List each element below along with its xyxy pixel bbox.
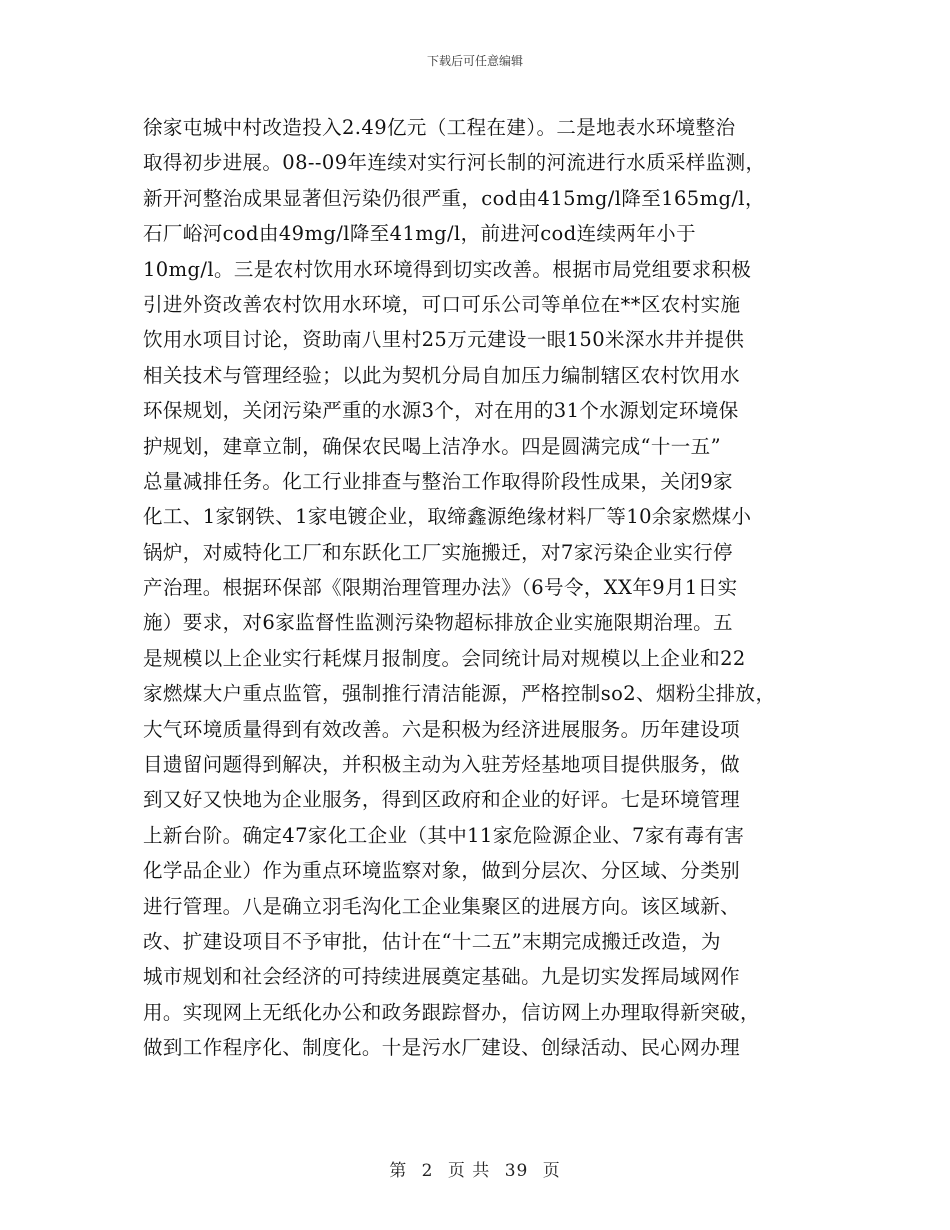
text-line: 上新台阶。确定47家化工企业（其中11家危险源企业、7家有毒有害 (143, 823, 745, 847)
text-line: 石厂峪河cod由49mg/l降至41mg/l，前进河cod连续两年小于 (143, 222, 696, 246)
text-line: 化工、1家钢铁、1家电镀企业，取缔鑫源绝缘材料厂等10余家燃煤小 (143, 505, 752, 529)
footer-page-number: 2 (421, 1161, 434, 1181)
footer-prefix: 第 (389, 1161, 408, 1181)
text-line: 是规模以上企业实行耗煤月报制度。会同统计局对规模以上企业和22 (143, 646, 746, 670)
text-line: 环保规划，关闭污染严重的水源3个，对在用的31个水源划定环境保 (143, 399, 739, 423)
footer-middle: 页 共 (447, 1161, 491, 1181)
text-line: 锅炉，对威特化工厂和东跃化工厂实施搬迁，对7家污染企业实行停 (143, 540, 733, 564)
text-line: 改、扩建设项目不予审批，估计在“十二五”末期完成搬迁改造，为 (143, 929, 721, 953)
text-line: 取得初步进展。08--09年连续对实行河长制的河流进行水质采样监测， (143, 151, 766, 175)
text-line: 做到工作程序化、制度化。十是污水厂建设、创绿活动、民心网办理 (143, 1036, 741, 1060)
text-line: 饮用水项目讨论，资助南八里村25万元建设一眼150米深水井并提供 (143, 328, 745, 352)
text-line: 引进外资改善农村饮用水环境，可口可乐公司等单位在**区农村实施 (143, 292, 741, 316)
text-line: 进行管理。八是确立羽毛沟化工企业集聚区的进展方向。该区域新、 (143, 894, 741, 918)
text-line: 用。实现网上无纸化办公和政务跟踪督办，信访网上办理取得新突破， (143, 1000, 760, 1024)
text-line: 10mg/l。三是农村饮用水环境得到切实改善。根据市局党组要求积极 (143, 257, 752, 281)
text-line: 徐家屯城中村改造投入2.49亿元（工程在建）。二是地表水环境整治 (143, 116, 736, 139)
text-line: 化学品企业）作为重点环境监察对象，做到分层次、分区域、分类别 (143, 859, 741, 883)
text-line: 护规划，建章立制，确保农民喝上洁净水。四是圆满完成“十一五” (143, 434, 721, 458)
text-line: 到又好又快地为企业服务，得到区政府和企业的好评。七是环境管理 (143, 788, 741, 812)
footer-total-pages: 39 (504, 1161, 529, 1181)
text-line: 产治理。根据环保部《限期治理管理办法》（6号令，XX年9月1日实 (143, 576, 738, 600)
text-line: 城市规划和社会经济的可持续进展奠定基础。九是切实发挥局域网作 (143, 965, 741, 989)
page-footer (0, 1156, 950, 1181)
page-header-note: 下载后可任意编辑 (426, 54, 523, 68)
text-line: 总量减排任务。化工行业排查与整治工作取得阶段性成果，关闭9家 (143, 469, 733, 493)
document-body (143, 110, 833, 1066)
text-line: 新开河整治成果显著但污染仍很严重，cod由415mg/l降至165mg/l， (143, 186, 765, 210)
text-line: 施）要求，对6家监督性监测污染物超标排放企业实施限期治理。五 (143, 611, 733, 635)
text-line: 家燃煤大户重点监管，强制推行清洁能源，严格控制so2、烟粉尘排放， (143, 682, 776, 706)
text-line: 相关技术与管理经验；以此为契机分局自加压力编制辖区农村饮用水 (143, 363, 741, 387)
footer-suffix: 页 (542, 1161, 561, 1181)
text-line: 目遗留问题得到解决，并积极主动为入驻芳烃基地项目提供服务，做 (143, 753, 741, 777)
text-line: 大气环境质量得到有效改善。六是积极为经济进展服务。历年建设项 (143, 717, 741, 741)
